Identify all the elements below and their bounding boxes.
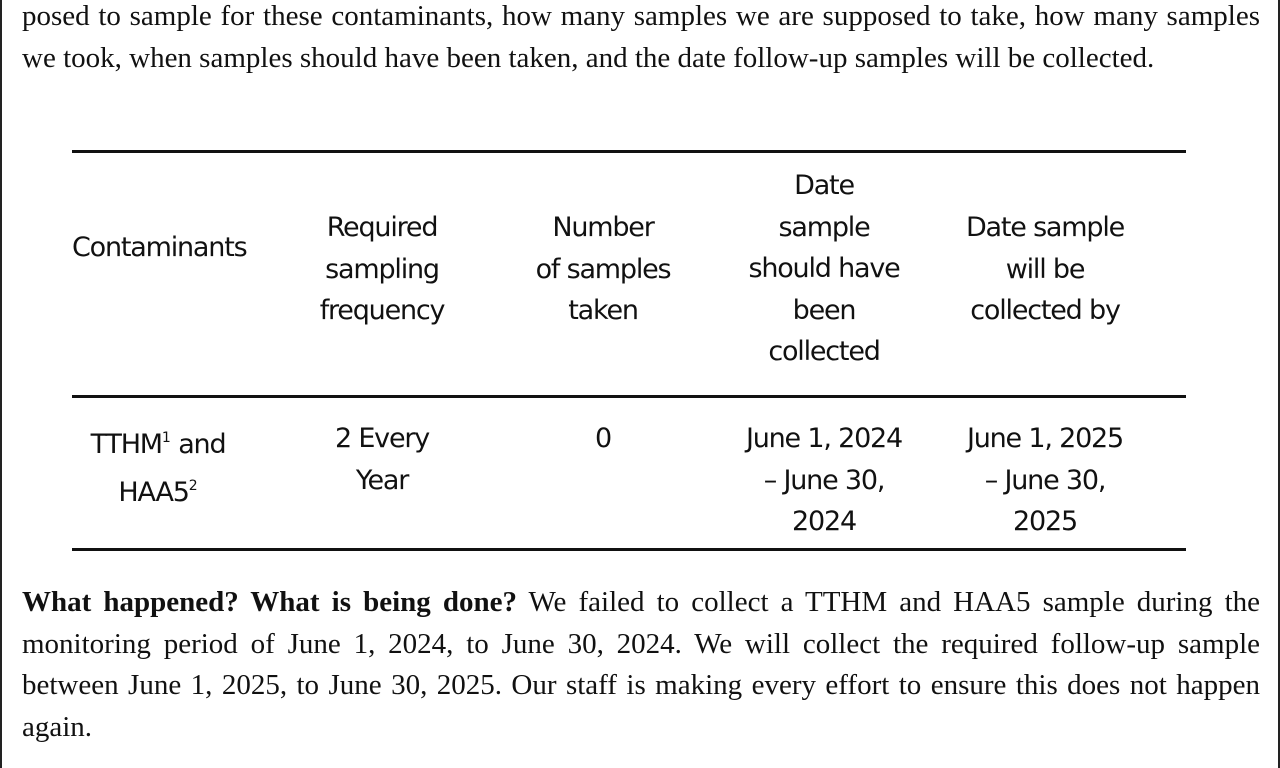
contaminant-joiner: and [170,429,226,460]
contaminant-haa5: HAA5 [118,476,189,508]
what-happened-text: We failed to collect a TTHM and HAA5 sample during the monitoring period of June 1, 2024, to June 30, 2024. We will collect the required follow-up sample between June 1, 2025, to June 30, 2025. Our staff is making every effort to ensure this does not happen again. [22,586,1260,743]
contaminant-tthm: TTHM [90,429,162,460]
cell-contaminants [72,418,244,513]
header-required-frequency: Required sampling frequency [319,212,445,326]
what-happened-heading: What happened? What is being done? [22,586,517,618]
cell-date-should-have-been-collected: June 1, 2024 – June 30, 2024 [745,423,903,537]
footnote-marker-2: 2 [188,477,198,494]
intro-paragraph: posed to sample for these contaminants, how many samples we are supposed to take, how many samples we took, when samples should have been taken, and the date follow-up samples will be collected. [22,0,1260,74]
footnote-marker-1: 1 [161,430,171,446]
header-contaminants: Contaminants [72,232,247,263]
table-bottom-rule [72,548,1186,551]
cell-number-of-samples: 0 [595,423,611,454]
table-header-rule [72,395,1186,398]
header-date-should-have-been-collected: Date sample should have been collected [748,170,900,367]
header-number-of-samples: Number of samples taken [535,212,671,326]
cell-required-frequency: 2 Every Year [334,423,430,496]
what-happened-paragraph [22,582,1260,748]
cell-date-will-be-collected: June 1, 2025 – June 30, 2025 [966,423,1124,537]
header-date-will-be-collected: Date sample will be collected by [965,212,1125,326]
table-top-rule [72,150,1186,153]
